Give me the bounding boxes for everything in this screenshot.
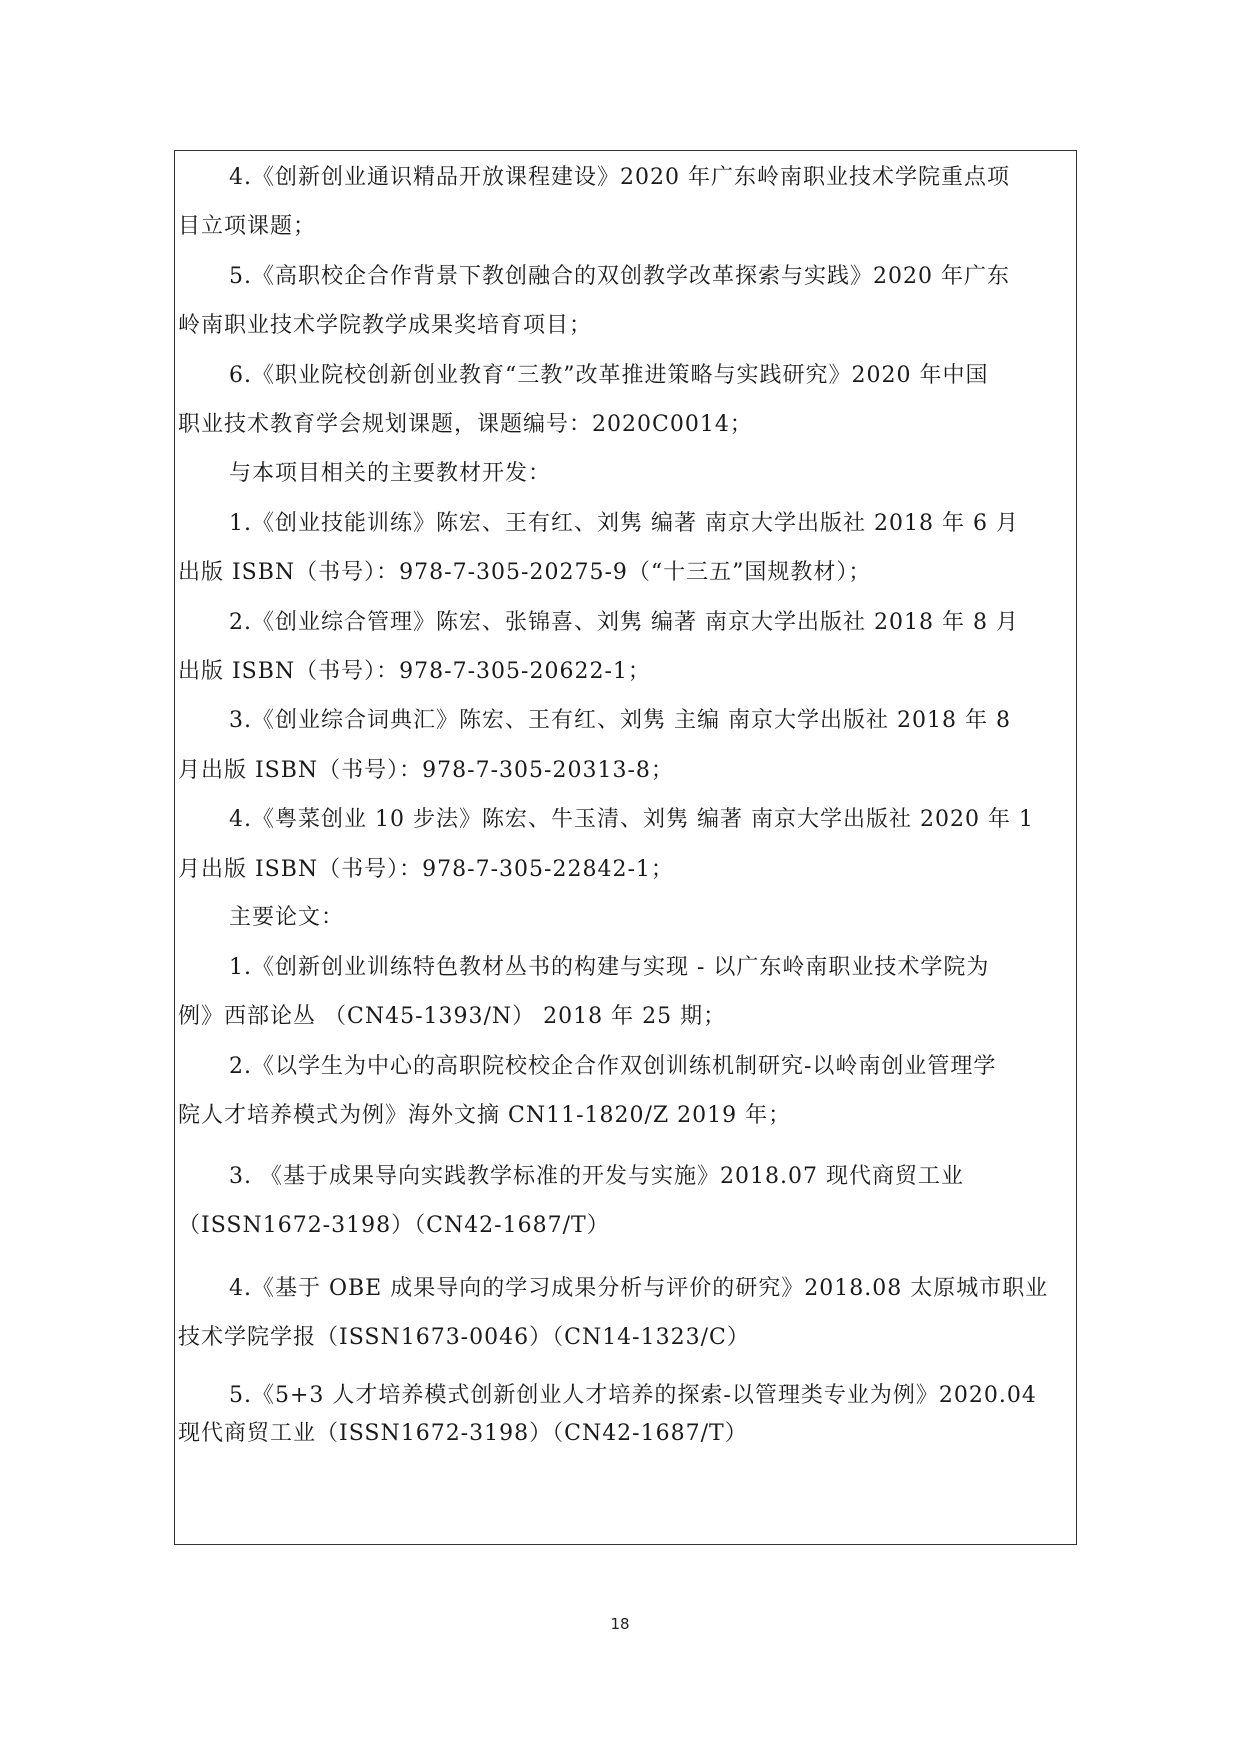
project-5-line-1: 5.《高职校企合作背景下教创融合的双创教学改革探索与实践》2020 年广东 bbox=[229, 264, 1010, 289]
textbook-4-line-2: 月出版 ISBN（书号）：978-7-305-22842-1； bbox=[178, 857, 674, 882]
papers-heading: 主要论文： bbox=[229, 905, 345, 930]
paper-1-line-2: 例》西部论丛 （CN45-1393/N） 2018 年 25 期； bbox=[178, 1004, 727, 1029]
textbook-3-line-2: 月出版 ISBN（书号）：978-7-305-20313-8； bbox=[178, 758, 674, 783]
paper-2-line-1: 2.《以学生为中心的高职院校校企合作双创训练机制研究-以岭南创业管理学 bbox=[229, 1054, 997, 1079]
project-6-line-2: 职业技术教育学会规划课题，课题编号：2020C0014； bbox=[178, 412, 753, 437]
project-6-line-1: 6.《职业院校创新创业教育“三教”改革推进策略与实践研究》2020 年中国 bbox=[229, 363, 989, 388]
project-4-line-1: 4.《创新创业通识精品开放课程建设》2020 年广东岭南职业技术学院重点项 bbox=[229, 165, 1010, 190]
textbook-3-line-1: 3.《创业综合词典汇》陈宏、王有红、刘隽 主编 南京大学出版社 2018 年 8 bbox=[229, 708, 1011, 733]
textbook-2-line-1: 2.《创业综合管理》陈宏、张锦喜、刘隽 编著 南京大学出版社 2018 年 8 月 bbox=[229, 610, 1019, 635]
paper-5-line-1: 5.《5+3 人才培养模式创新创业人才培养的探索-以管理类专业为例》2020.04 bbox=[229, 1383, 1037, 1408]
textbook-1-line-1: 1.《创业技能训练》陈宏、王有红、刘隽 编著 南京大学出版社 2018 年 6 月 bbox=[229, 511, 1019, 536]
paper-3-line-2: （ISSN1672-3198）（CN42-1687/T） bbox=[178, 1213, 610, 1238]
paper-5-line-2: 现代商贸工业（ISSN1672-3198）（CN42-1687/T） bbox=[178, 1421, 748, 1446]
paper-2-line-2: 院人才培养模式为例》海外文摘 CN11-1820/Z 2019 年； bbox=[178, 1103, 792, 1128]
textbook-2-line-2: 出版 ISBN（书号）：978-7-305-20622-1； bbox=[178, 659, 651, 684]
textbooks-heading: 与本项目相关的主要教材开发： bbox=[229, 461, 552, 486]
textbook-1-line-2: 出版 ISBN（书号）：978-7-305-20275-9（“十三五”国规教材）； bbox=[178, 560, 872, 585]
paper-4-line-1: 4.《基于 OBE 成果导向的学习成果分析与评价的研究》2018.08 太原城市职业 bbox=[229, 1276, 1049, 1301]
project-4-line-2: 目立项课题； bbox=[178, 214, 317, 239]
paper-1-line-1: 1.《创新创业训练特色教材丛书的构建与实现 - 以广东岭南职业技术学院为 bbox=[229, 955, 990, 980]
textbook-4-line-1: 4.《粤菜创业 10 步法》陈宏、牛玉清、刘隽 编著 南京大学出版社 2020 年 1 bbox=[229, 807, 1034, 832]
paper-3-line-1: 3. 《基于成果导向实践教学标准的开发与实施》2018.07 现代商贸工业 bbox=[229, 1164, 964, 1189]
page-number: 18 bbox=[610, 1615, 630, 1633]
paper-4-line-2: 技术学院学报（ISSN1673-0046）（CN14-1323/C） bbox=[178, 1325, 750, 1350]
project-5-line-2: 岭南职业技术学院教学成果奖培育项目； bbox=[178, 313, 593, 338]
